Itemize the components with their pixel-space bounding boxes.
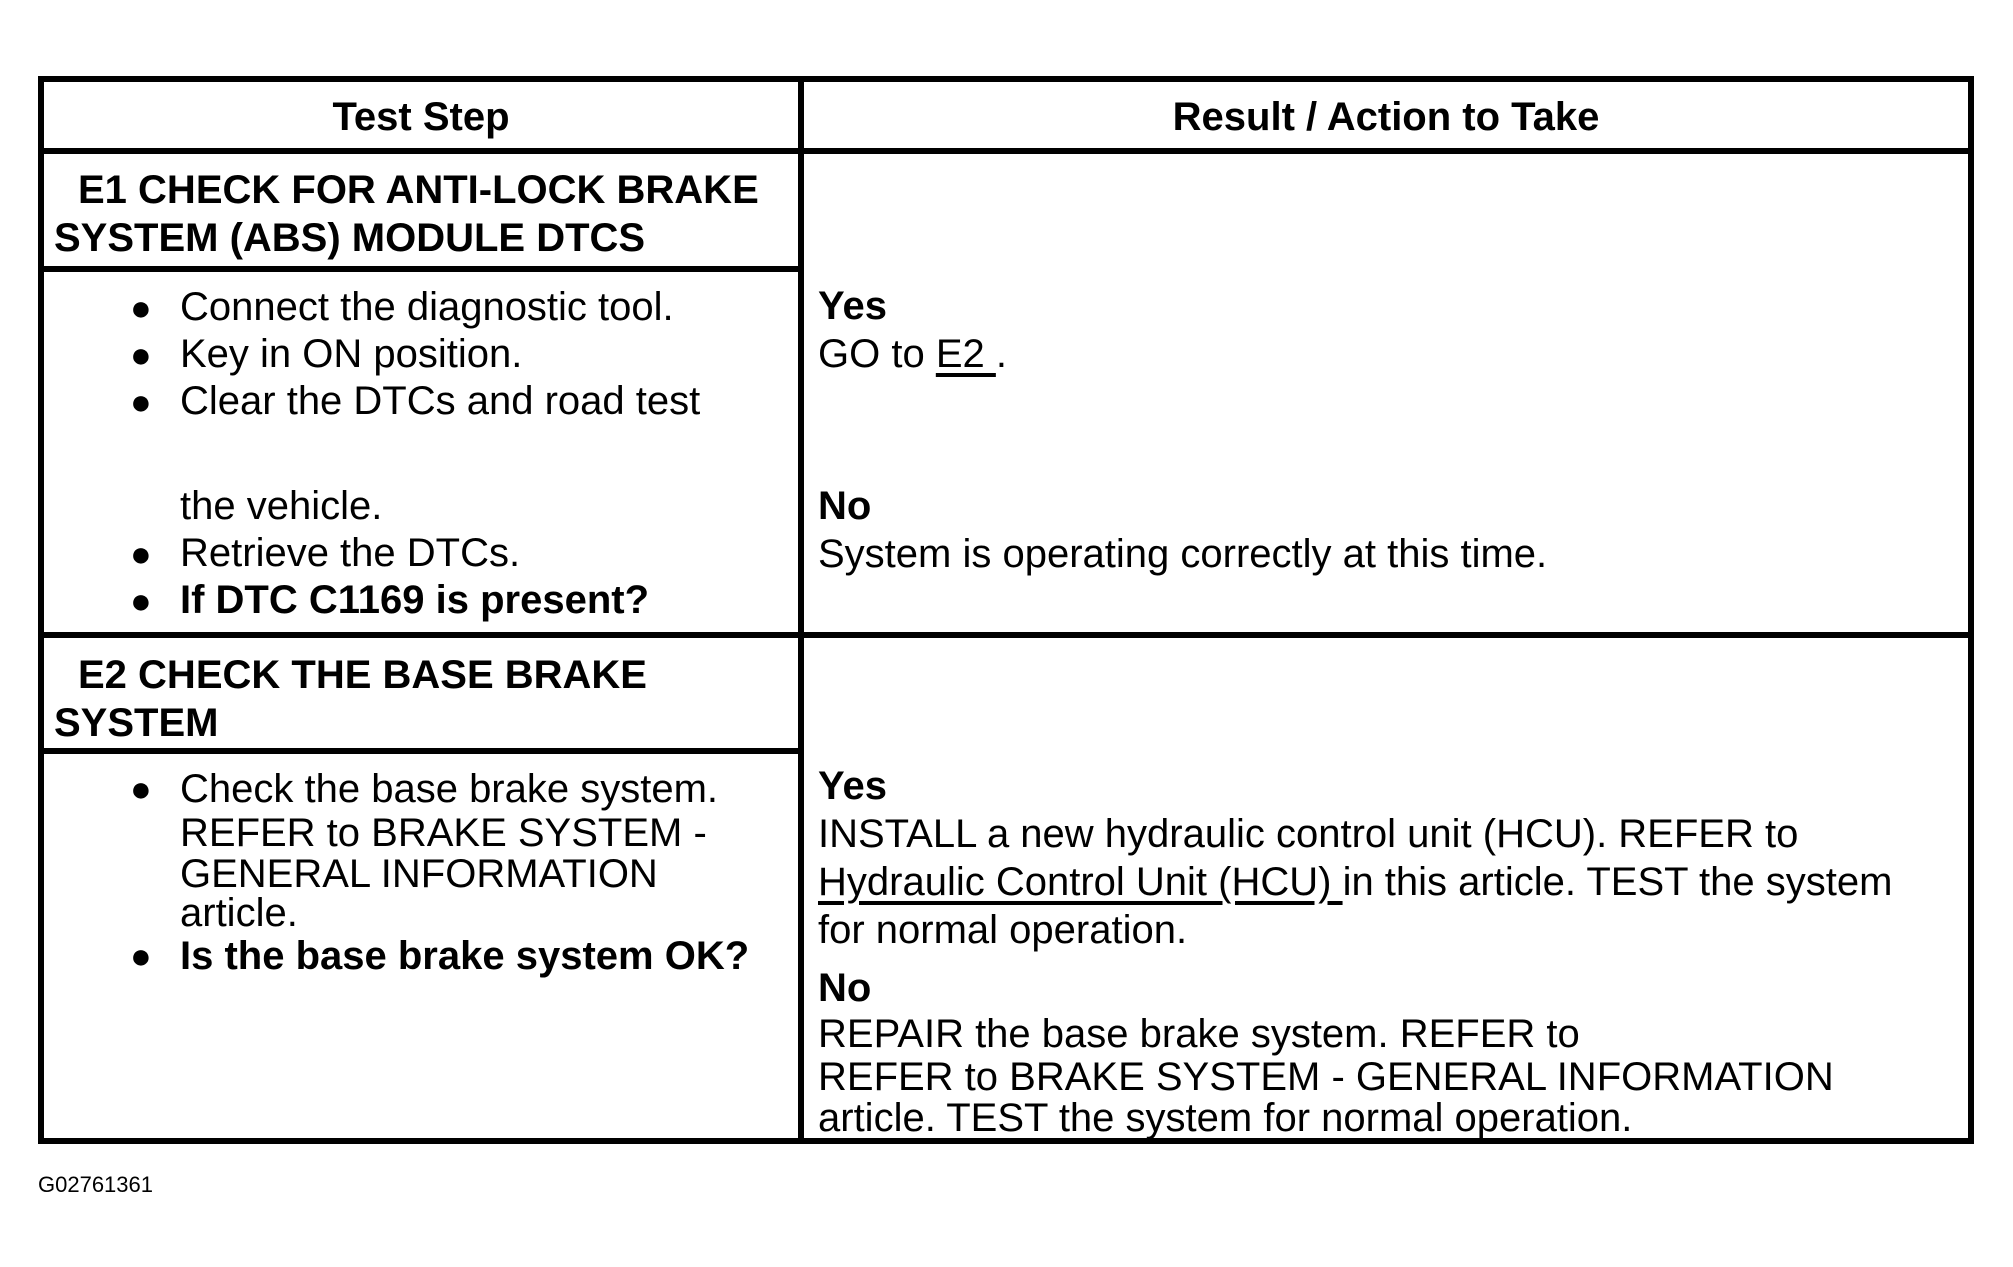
e2-no-line2: REFER to BRAKE SYSTEM - GENERAL INFORMATION: [818, 1055, 1834, 1099]
e1-title-line2: SYSTEM (ABS) MODULE DTCS: [54, 216, 646, 260]
e1-step3-continued-text: the vehicle.: [180, 484, 383, 528]
e1-title-line1: E1 CHECK FOR ANTI-LOCK BRAKE: [78, 168, 759, 212]
e2-yes-line2: [818, 858, 1892, 906]
hcu-link[interactable]: Hydraulic Control Unit (HCU): [818, 860, 1343, 904]
bullet-icon: ●: [130, 580, 152, 621]
header-result-action: Result / Action to Take: [1172, 95, 1600, 139]
e1-e2-row-divider: [38, 632, 1974, 638]
bullet-icon: ●: [130, 381, 152, 422]
e1-step-item-continued: [180, 483, 700, 530]
e2-step1-line4: article.: [180, 891, 298, 935]
e2-yes-label: Yes: [818, 764, 887, 808]
e1-step-title: [54, 166, 759, 262]
e2-title-line2: SYSTEM: [54, 701, 219, 745]
header-row-divider: [38, 148, 1974, 154]
e2-step1-text: Check the base brake system.: [180, 767, 719, 811]
e2-step1-line3: GENERAL INFORMATION: [180, 852, 658, 896]
bullet-icon: ●: [130, 935, 152, 976]
e1-step2-text: Key in ON position.: [180, 332, 523, 376]
e2-step-title: [54, 651, 647, 747]
bullet-icon: ●: [130, 334, 152, 375]
e1-title-divider: [38, 266, 804, 272]
e2-yes-line3: for normal operation.: [818, 908, 1188, 952]
e2-title-divider: [38, 748, 804, 754]
bullet-icon: ●: [130, 533, 152, 574]
e1-result-yes: [818, 282, 1007, 378]
e1-step-list: [130, 284, 701, 624]
e2-link[interactable]: E2: [935, 332, 996, 376]
bullet-icon: ●: [130, 768, 152, 809]
e1-step-item: [130, 577, 700, 624]
e1-step1-text: Connect the diagnostic tool.: [180, 285, 674, 329]
header-test-step: Test Step: [332, 95, 510, 139]
e2-no-line3: article. TEST the system for normal operation.: [818, 1096, 1633, 1140]
e1-step3-text: Clear the DTCs and road test: [180, 379, 701, 423]
e1-step-item: [130, 378, 701, 425]
column-divider: [798, 76, 804, 1144]
e2-step1-line2: REFER to BRAKE SYSTEM -: [180, 811, 707, 855]
bullet-icon: ●: [130, 287, 152, 328]
e1-yes-label: Yes: [818, 284, 887, 328]
e2-yes-line2-text: in this article. TEST the system: [1342, 860, 1893, 904]
e2-result-no: [818, 964, 1834, 1138]
e2-step-item: [130, 766, 749, 812]
e2-result-yes: [818, 762, 1892, 954]
e2-title-line1: E2 CHECK THE BASE BRAKE: [78, 653, 647, 697]
e1-result-no: [818, 482, 1547, 578]
e2-step-item-continued: [180, 891, 749, 935]
e1-step-item: [130, 284, 700, 331]
e2-no-label: No: [818, 966, 872, 1010]
e2-step-item: [130, 932, 750, 980]
e1-yes-suffix: .: [995, 332, 1007, 376]
e1-step5-text: If DTC C1169 is present?: [180, 578, 650, 622]
e1-yes-prefix: GO to: [818, 332, 936, 376]
e2-step-list: [130, 766, 750, 980]
e1-no-text: System is operating correctly at this time.: [818, 532, 1548, 576]
e1-no-label: No: [818, 484, 872, 528]
e1-step-item: [130, 331, 700, 378]
e2-step-item-continued: [180, 854, 749, 894]
e2-no-line1: REPAIR the base brake system. REFER to: [818, 1012, 1580, 1056]
e1-yes-text: [818, 332, 1007, 376]
e2-step-item-continued: [180, 812, 749, 854]
e1-step-item: [130, 530, 700, 577]
e1-step4-text: Retrieve the DTCs.: [180, 531, 521, 575]
e2-yes-line1: INSTALL a new hydraulic control unit (HCU). REFER to: [818, 812, 1799, 856]
e2-step2-text: Is the base brake system OK?: [180, 934, 750, 978]
figure-id: G02761361: [38, 1172, 153, 1197]
